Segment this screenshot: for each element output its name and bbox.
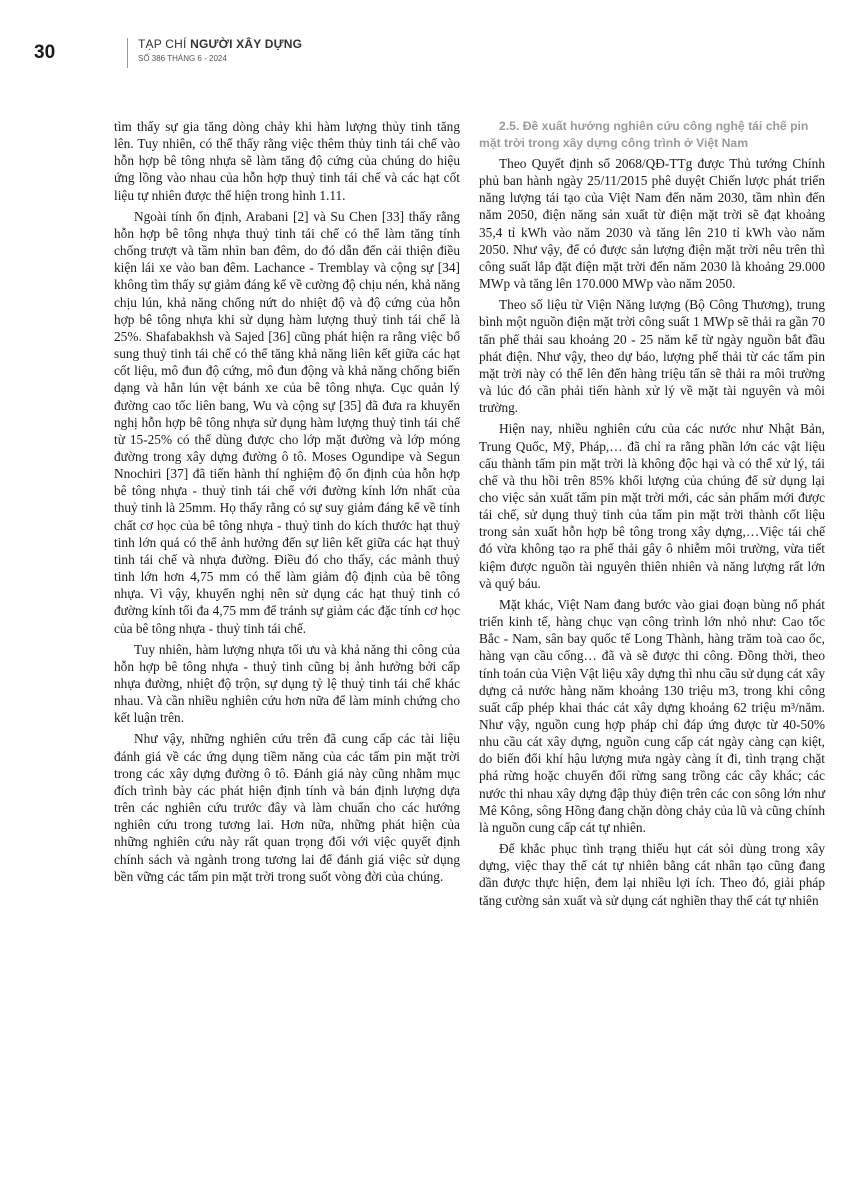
- left-column: [114, 118, 460, 889]
- issue-line: SỐ 386 THÁNG 6 - 2024: [138, 54, 227, 63]
- journal-name: NGƯỜI XÂY DỰNG: [190, 37, 303, 51]
- journal-prefix: TẠP CHÍ: [138, 37, 187, 51]
- page-number: 30: [34, 42, 56, 63]
- paragraph: Mặt khác, Việt Nam đang bước vào giai đoạn bùng nổ phát triển kinh tế, hàng chục vạn công trình lớn nhỏ như: Cao tốc Bắc - Nam, sân bay quốc tế Long Thành, hàng trăm toà cao ốc, hàng vạn cầu cống… đã và sẽ được thi công. Đồng thời, theo tính toán của Viện Vật liệu xây dựng thì nhu cầu sử dụng cát xây dựng cả nước hàng năm khoảng 130 triệu m3, trong khi công suất cấp phép khai thác cát xây dựng khoảng 62 triệu m³/năm. Như vậy, nguồn cung hợp pháp chỉ đáp ứng được từ 40-50% nhu cầu cát xây dựng, nguồn cung cấp cát ngày càng cạn kiệt, do biến đổi khí hậu lượng mưa ngày càng ít đi, tình trạng chặt phá rừng hoặc chuyển đổi rừng sang trồng các cây khác; các nước thi nhau xây dựng đập thủy điện trên các con sông lớn như Mê Kông, sông Hồng đang chặn dòng chảy của lũ và cũng chính là nguồn cung cấp cát tự nhiên.: [479, 596, 825, 835]
- paragraph: Ngoài tính ổn định, Arabani [2] và Su Chen [33] thấy rằng hỗn hợp bê tông nhựa thuỷ tinh tái chế có thể làm tăng tính chống trượt và tầm nhìn ban đêm, do đó dẫn đến cải thiện điều kiện lái xe vào ban đêm. Lachance - Tremblay và cộng sự [34] không tìm thấy sự giảm đáng kể về cường độ chịu nén, khả năng chịu lún, khả năng chống nứt do nhiệt độ và độ cứng của hỗn hợp bê tông nhựa khi sử dụng hàm lượng thuỷ tinh tái chế là 25%. Shafabakhsh và Sajed [36] cũng phát hiện ra rằng việc bổ sung thuỷ tinh tái chế có thể tăng khả năng liên kết giữa các hạt cốt liệu, mô đun độ cứng, mô đun động và khả năng chống biến dạng và hằn lún vệt bánh xe của bê tông nhựa. Cục quản lý đường cao tốc liên bang, Wu và cộng sự [35] đã đưa ra khuyến nghị hỗn hợp bê tông nhựa sử dụng hàm lượng thuỷ tinh tái chế từ 15-25% có thể dùng được cho lớp mặt đường và lớp móng đường trong xây dựng đường ô tô. Moses Ogundipe và Segun Nnochiri [37] đã tiến hành thí nghiệm độ ổn định của hỗn hợp bê tông nhựa - thuỷ tinh tái chế với đường kính lớn nhất của thuỷ tinh là 25mm. Họ thấy rằng có sự suy giảm đáng kể về tính chất cơ học của bê tông nhựa - thuỷ tinh do kích thước hạt thuỷ tinh lớn quá có thể ảnh hưởng đến sự liên kết giữa các hạt thuỷ tinh tái chế và nhựa đường. Điều đó cho thấy, các mảnh thuỷ tinh lớn hơn 4,75 mm có thể làm giảm độ định của bê tông nhựa. Vì vậy, khuyến nghị nên sử dụng các hạt thuỷ tinh có đường kính tối đa 4,75 mm để tránh sự giảm các đặc tính cơ học của bê tông nhựa - thuỷ tinh tái chế.: [114, 208, 460, 636]
- paragraph: tìm thấy sự gia tăng dòng chảy khi hàm lượng thủy tinh tăng lên. Tuy nhiên, có thể thấy rằng việc thêm thủy tinh tái chế vào hỗn hợp bê tông nhựa sẽ làm tăng độ cứng của chúng do hiệu ứng lồng vào nhau của hỗn hợp thuỷ tinh tái chế và các hạt cốt liệu tự nhiên được thể hiện trong hình 1.11.: [114, 119, 460, 203]
- paragraph: Để khắc phục tình trạng thiếu hụt cát sỏi dùng trong xây dựng, việc thay thế cát tự nhiên bằng cát nhân tạo cũng đang dần được thực hiện, đem lại nhiều lợi ích. Theo đó, giải pháp tăng cường sản xuất và sử dụng cát nghiền thay thế cát tự nhiên: [479, 841, 825, 908]
- journal-title: [138, 37, 302, 51]
- paragraph: Như vậy, những nghiên cứu trên đã cung cấp các tài liệu đánh giá về các ứng dụng tiềm năng của các tấm pin mặt trời trong các xây dựng đường ô tô. Đánh giá này cũng nhằm mục đích trình bày các phát hiện định tính và bán định lượng dựa trên các nghiên cứu trước đây và làm chuẩn cho các hướng nghiên cứu trong tương lai. Hơn nữa, những phát hiện của những nghiên cứu này rất quan trọng đối với việc quyết định chính sách và ngành trong tương lai để đánh giá việc sử dụng bền vững các tấm pin mặt trời trong suốt vòng đời của chúng.: [114, 731, 460, 884]
- paragraph: Theo số liệu từ Viện Năng lượng (Bộ Công Thương), trung bình một nguồn điện mặt trời công suất 1 MWp sẽ thải ra gần 70 tấn phế thải sau khoảng 20 - 25 năm kể từ ngày nguồn bắt đầu phát điện. Như vậy, theo dự báo, lượng phế thải từ các tấm pin mặt trời này có thể lên đến hàng triệu tấn sẽ thải ra môi trường và lúc đó cần phải tiến hành xử lý về mặt tài nguyên và môi trường.: [479, 297, 825, 416]
- paragraph: Theo Quyết định số 2068/QĐ-TTg được Thủ tướng Chính phủ ban hành ngày 25/11/2015 phê duyệt Chiến lược phát triển năng lượng tái tạo của Việt Nam đến năm 2030, tầm nhìn đến năm 2050, điện năng sản xuất từ điện mặt trời sẽ đạt khoảng 35,4 tỉ kWh vào năm 2030 và tăng lên 210 tỉ kWh vào năm 2050. Như vậy, để có được sản lượng điện mặt trời nêu trên thì công suất lắp đặt điện mặt trời đến năm 2030 là khoảng 29.000 MWp và tăng lên 170.000 MWp vào năm 2050.: [479, 156, 825, 292]
- paragraph: Tuy nhiên, hàm lượng nhựa tối ưu và khả năng thi công của hỗn hợp bê tông nhựa - thuỷ tinh cũng bị ảnh hưởng bởi cấp nhựa đường, nhiệt độ trộn, sự dụng tỷ lệ thuỷ tinh tái chế khác nhau. Và cần nhiều nghiên cứu hơn nữa để làm minh chứng cho kết luận trên.: [114, 641, 460, 726]
- paragraph: Hiện nay, nhiều nghiên cứu của các nước như Nhật Bản, Trung Quốc, Mỹ, Pháp,… đã chỉ ra rằng phần lớn các vật liệu cấu thành tấm pin mặt trời là không độc hại và có thể xử lý, tái chế và thu hồi trên 85% khối lượng của chúng để sử dụng lại cho việc sản xuất tấm pin mặt trời mới, các sản phẩm mới được tái chế, sử dụng thuỷ tinh của tấm pin mặt trời thành cốt liệu trong sản xuất hỗn hợp bê tông trong xây dựng,…Việc tái chế đó vừa không tạo ra phế thải gây ô nhiễm môi trường, vừa tiết kiệm được nguồn tài nguyên thiên nhiên và năng lượng rất lớn và quý báu.: [479, 421, 825, 591]
- section-heading: 2.5. Đề xuất hướng nghiên cứu công nghệ tái chế pin mặt trời trong xây dựng công trình ở Việt Nam: [479, 119, 809, 150]
- right-column: [479, 118, 825, 913]
- header-divider: [127, 38, 128, 68]
